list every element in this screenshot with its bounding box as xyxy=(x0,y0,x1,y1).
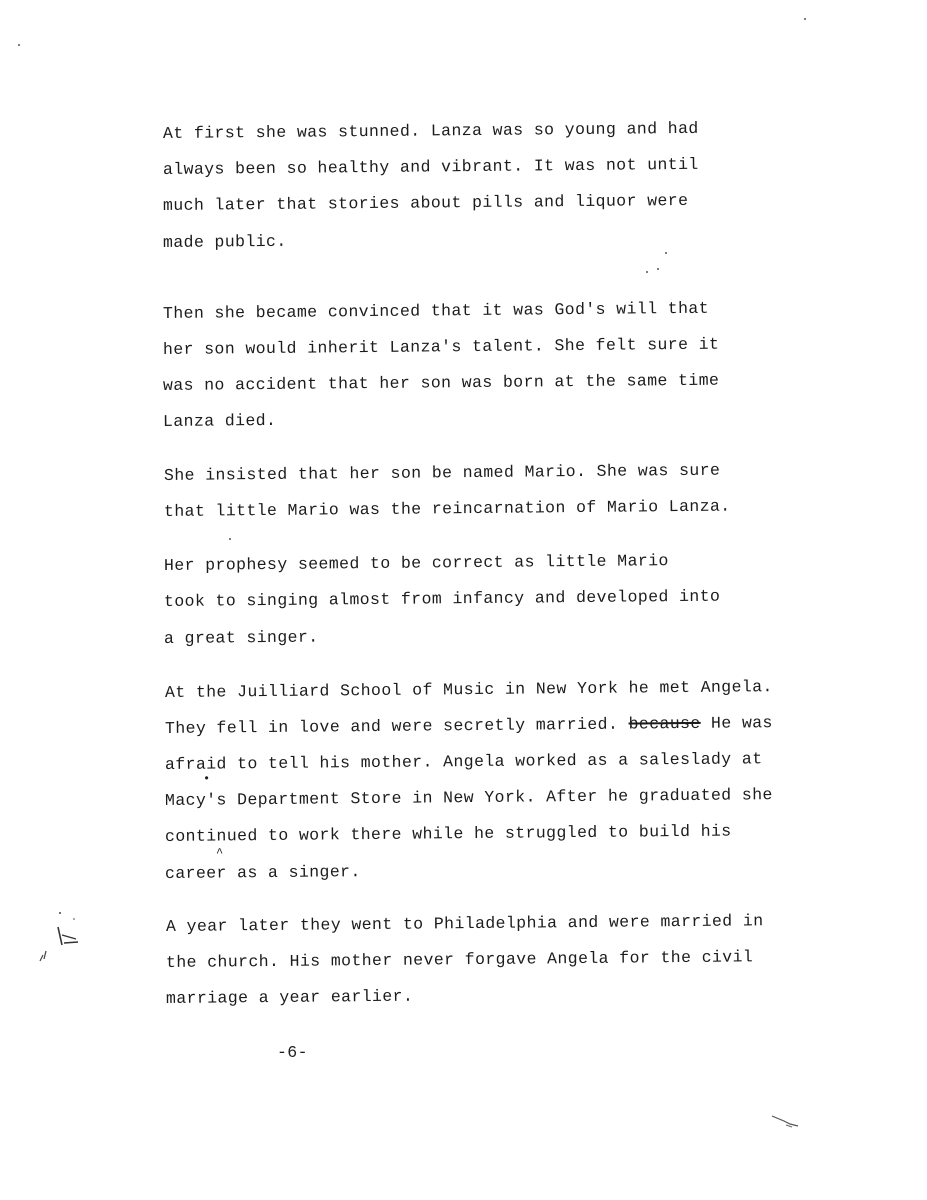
text-line: was no accident that her son was born at the same time xyxy=(162,370,720,395)
scan-smudge xyxy=(770,1112,806,1134)
insertion-caret-mark: ^ xyxy=(216,846,224,860)
scan-speck xyxy=(657,268,659,270)
text-line: continued to work there while he struggled to build his xyxy=(164,821,732,846)
text-line: always been so healthy and vibrant. It was not until xyxy=(162,154,699,179)
text-line: afraid to tell his mother. Angela worked as a saleslady at xyxy=(164,749,763,774)
text-line: At the Juilliard School of Music in New York he met Angela. xyxy=(164,677,773,702)
page-number: -6- xyxy=(277,1043,308,1062)
text-line: took to singing almost from infancy and developed into xyxy=(163,586,721,611)
text-line: Lanza died. xyxy=(162,410,277,431)
insertion-dot-mark: • xyxy=(203,772,211,786)
text-line: She insisted that her son be named Mario. She was sure xyxy=(163,460,721,485)
text-line: marriage a year earlier. xyxy=(165,986,414,1008)
margin-pencil-mark xyxy=(34,905,84,975)
text-line: career as a singer. xyxy=(164,862,361,883)
scan-speck xyxy=(804,18,806,20)
text-line: the church. His mother never forgave Angela for the civil xyxy=(165,947,754,972)
handwritten-correction: He was xyxy=(710,713,773,733)
text-line: that little Mario was the reincarnation of Mario Lanza. xyxy=(163,496,731,521)
text-line: Then she became convinced that it was God's will that xyxy=(162,298,710,323)
text-line: Macy's Department Store in New York. After he graduated she xyxy=(164,785,773,810)
struck-word: because xyxy=(628,713,701,734)
text-line xyxy=(165,713,773,739)
text-line: much later that stories about pills and liquor were xyxy=(162,190,689,215)
text-line: Her prophesy seemed to be correct as little Mario xyxy=(163,551,669,575)
scan-speck xyxy=(665,252,667,254)
text-segment: They fell in love and were secretly married. xyxy=(164,714,619,738)
text-line: At first she was stunned. Lanza was so young and had xyxy=(162,118,699,143)
text-line: her son would inherit Lanza's talent. She felt sure it xyxy=(162,334,720,359)
scan-speck xyxy=(229,538,231,540)
scan-speck xyxy=(18,44,20,46)
text-line: a great singer. xyxy=(163,627,319,648)
scan-speck xyxy=(646,271,648,273)
text-line: made public. xyxy=(162,231,287,252)
text-line: A year later they went to Philadelphia and were married in xyxy=(165,911,764,936)
